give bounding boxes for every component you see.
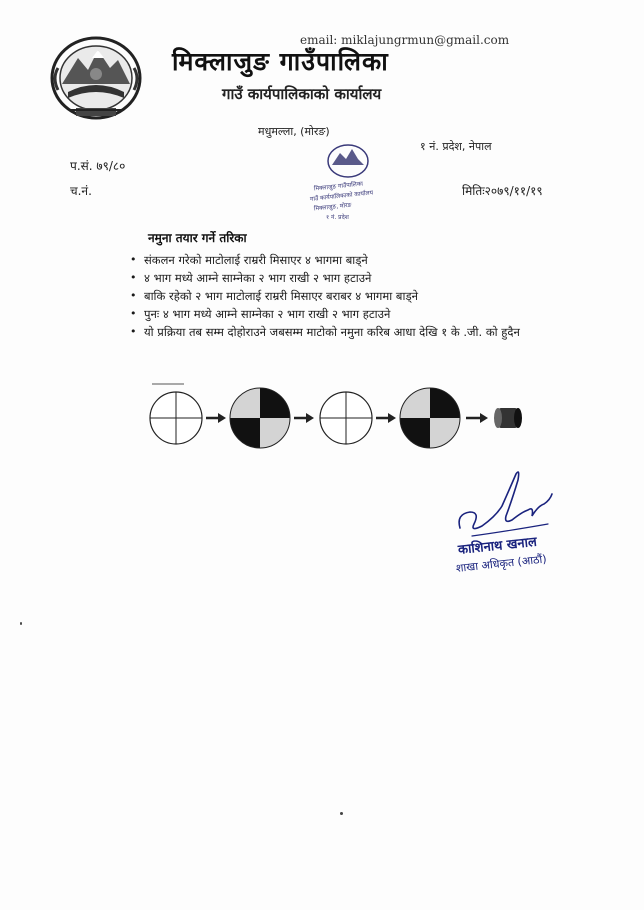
circle-quartered-icon: [230, 388, 290, 448]
nepal-emblem-icon: [48, 28, 144, 124]
stamp-text-line1: मिक्लाजुङ गाउँपालिका: [313, 180, 364, 193]
arrow-right-icon: [294, 413, 314, 423]
quartering-diagram: [148, 380, 528, 460]
step-text: बाकि रहेको २ भाग माटोलाई राम्ररी मिसाएर बराबर ४ भागमा बाड्ने: [144, 289, 418, 303]
step-text: यो प्रक्रिया तब सम्म दोहोराउने जबसम्म माटोको नमुना करिब आधा देखि १ के .जी. को हुदैन: [144, 325, 520, 339]
organization-title: मिक्लाजुङ गाउँपालिका: [172, 47, 389, 76]
dispatch-number: च.नं.: [70, 184, 92, 198]
procedure-steps: [130, 252, 590, 342]
arrow-right-icon: [206, 413, 226, 423]
list-item: [130, 306, 590, 322]
scan-speck: [340, 812, 343, 815]
circle-divided-icon: [320, 392, 372, 444]
step-text: संकलन गरेको माटोलाई राम्ररी मिसाएर ४ भागमा बाड्ने: [144, 253, 368, 267]
stamp-text-line4: १ नं. प्रदेश: [326, 214, 349, 221]
step-text: पुनः ४ भाग मध्ये आम्ने साम्नेका २ भाग राखी २ भाग हटाउने: [144, 307, 391, 321]
arrow-right-icon: [466, 413, 488, 423]
bullet-icon: •: [130, 289, 137, 302]
circle-divided-icon: [150, 392, 202, 444]
arrow-right-icon: [376, 413, 396, 423]
official-stamp: [300, 137, 396, 227]
bullet-icon: •: [130, 271, 137, 284]
stamp-text-line2: गाउँ कार्यपालिकाको कार्यालय: [309, 189, 374, 203]
list-item: [130, 324, 590, 340]
bullet-icon: •: [130, 253, 137, 266]
stamp-text-line3: मिक्लाजुङ, मोरङ: [313, 201, 352, 213]
stamp-emblem-icon: [328, 145, 368, 177]
reference-number: प.सं. ७९/८०: [70, 159, 126, 173]
circle-quartered-icon: [400, 388, 460, 448]
bullet-icon: •: [130, 325, 137, 338]
section-heading: नमुना तयार गर्ने तरिका: [148, 231, 247, 245]
province: १ नं. प्रदेश, नेपाल: [420, 140, 492, 153]
sample-disc-icon: [494, 408, 522, 428]
signatory-name: काशिनाथ खनाल: [457, 534, 538, 558]
list-item: [130, 252, 590, 268]
scan-speck: [20, 622, 22, 625]
office-address: मधुमल्ला, (मोरङ): [258, 125, 330, 138]
list-item: [130, 288, 590, 304]
letter-date: मितिः२०७९/११/१९: [462, 184, 543, 198]
list-item: [130, 270, 590, 286]
signatory-title: शाखा अधिकृत (आठौं): [455, 552, 548, 575]
bullet-icon: •: [130, 307, 137, 320]
step-text: ४ भाग मध्ये आम्ने साम्नेका २ भाग राखी २ भाग हटाउने: [144, 271, 372, 285]
email-address: email: miklajungrmun@gmail.com: [300, 33, 510, 47]
organization-subtitle: गाउँ कार्यपालिकाको कार्यालय: [222, 85, 382, 103]
